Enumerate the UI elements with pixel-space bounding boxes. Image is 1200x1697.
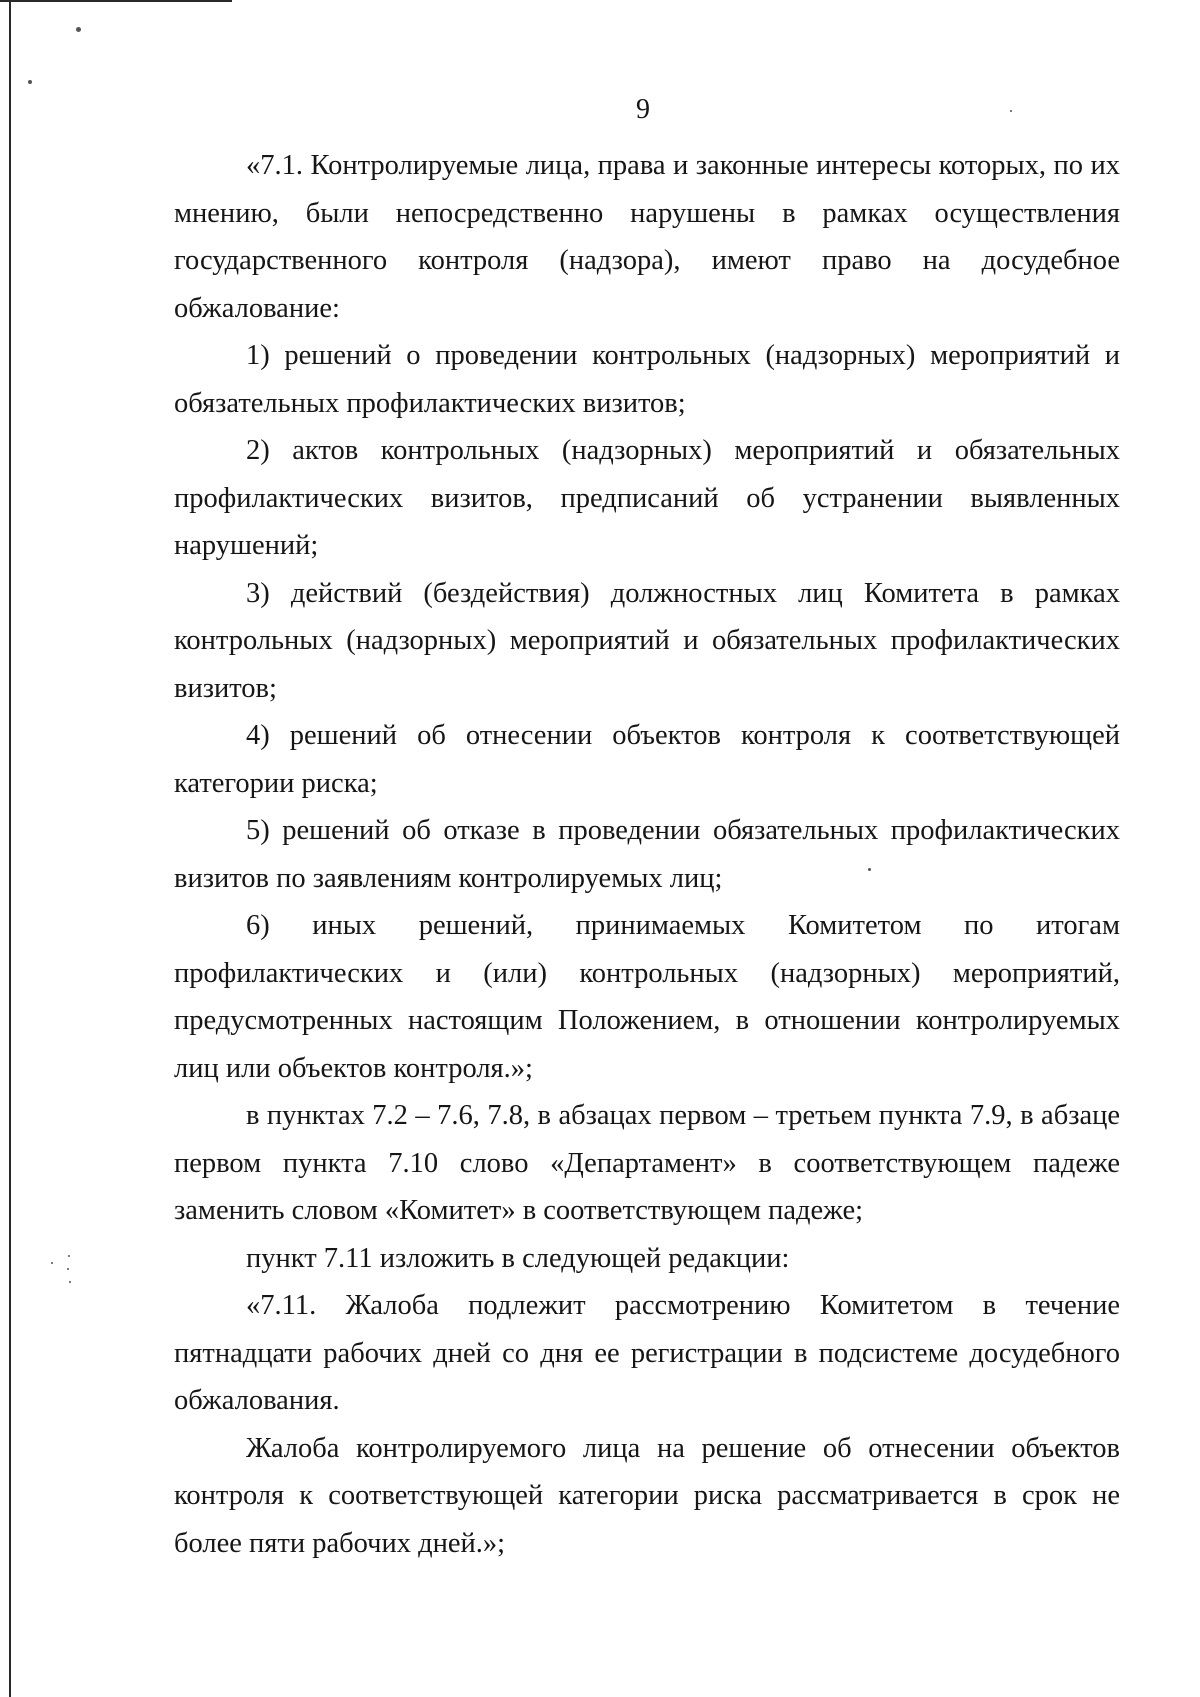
scan-speck [28,80,32,84]
paragraph-item-5: 5) решений об отказе в проведении обязательных профилактических визитов по заявлениям контролируемых лиц; [174,815,1120,894]
scan-speck [69,1281,71,1283]
paragraph-item-3: 3) действий (бездействия) должностных лиц Комитета в рамках контрольных (надзорных) мероприятий и обязательных профилактических визитов; [174,577,1120,704]
paragraph-item-6: 6) иных решений, принимаемых Комитетом по итогам профилактических и (или) контрольных (надзорных) мероприятий, предусмотренных настоящим Положением, в отношении контролируемых лиц или объектов контроля.»; [174,910,1120,1084]
paragraph-item-2: 2) актов контрольных (надзорных) мероприятий и обязательных профилактических визитов, предписаний об устранении выявленных нарушений; [174,435,1120,561]
document-body [174,142,1120,1567]
paragraph-7-11-heading: пункт 7.11 изложить в следующей редакции: [246,1242,790,1274]
page-number: 9 [636,94,650,125]
paragraph-7-11-text: «7.11. Жалоба подлежит рассмотрению Комитетом в течение пятнадцати рабочих дней со дня ее регистрации в подсистеме досудебного обжалования. [174,1290,1120,1416]
scan-speck [76,27,81,32]
paragraph-item-4: 4) решений об отнесении объектов контроля к соответствующей категории риска; [174,720,1120,799]
paragraph-item-1: 1) решений о проведении контрольных (надзорных) мероприятий и обязательных профилактических визитов; [174,340,1120,419]
paragraph-replacement-note: в пунктах 7.2 – 7.6, 7.8, в абзацах первом – третьем пункта 7.9, в абзаце первом пункта 7.10 слово «Департамент» в соответствующем падеже заменить словом «Комитет» в соответствующем падеже; [174,1100,1120,1226]
scan-speck [51,1262,53,1264]
scan-speck [68,1255,70,1257]
scan-edge-left [9,0,11,1697]
paragraph-7-11-risk: Жалоба контролируемого лица на решение об отнесении объектов контроля к соответствующей категории риска рассматривается в срок не более пяти рабочих дней.»; [174,1432,1120,1559]
paragraph-7-1-intro: «7.1. Контролируемые лица, права и законные интересы которых, по их мнению, были непосредственно нарушены в рамках осуществления государственного контроля (надзора), имеют право на досудебное обжалование: [174,150,1120,324]
scan-speck [67,1268,69,1270]
scan-edge-top [0,0,232,2]
